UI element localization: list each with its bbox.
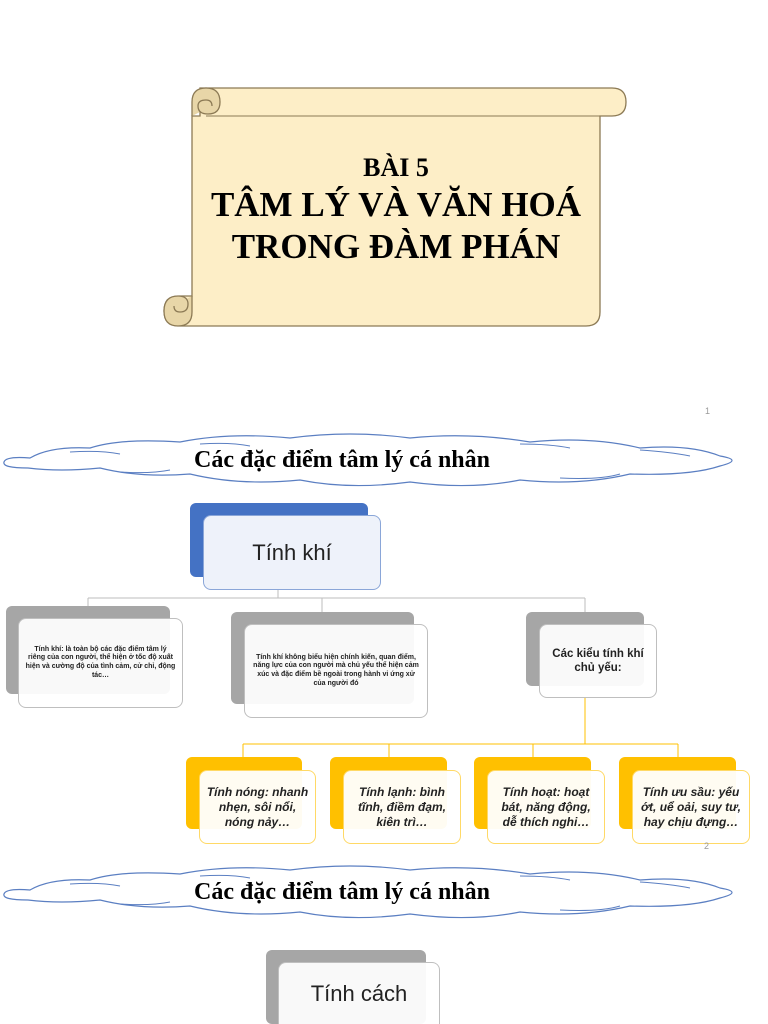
type-box-active [487, 770, 605, 844]
types-header-text: Các kiểu tính khí chủ yếu: [552, 648, 644, 674]
definition-box [18, 618, 183, 708]
page-number-2: 2 [704, 841, 710, 851]
banner-title-2: Các đặc điểm tâm lý cá nhân [194, 879, 490, 905]
title-line-2: TRONG ĐÀM PHÁN [231, 227, 561, 266]
note-text: Tính khí không biểu hiện chính kiến, quan điểm, năng lực của con người mà chủ yếu thể hiện cảm xúc và đặc điểm bề ngoài trong hành vi ứng xử của người đó [253, 653, 419, 687]
root-node-temperament [203, 515, 381, 590]
type-box-hot [199, 770, 316, 844]
type-text-hot: Tính nóng: nhanh nhẹn, sôi nổi, nóng nảy… [206, 784, 309, 829]
type-text-active: Tính hoạt: hoạt bát, năng động, dễ thích nghi… [501, 784, 591, 829]
lesson-label: BÀI 5 [363, 153, 429, 182]
note-box [244, 624, 428, 718]
banner-title: Các đặc điểm tâm lý cá nhân [194, 447, 490, 473]
type-text-melancholic: Tính ưu sầu: yếu ớt, uể oải, suy tư, hay chịu đựng… [641, 784, 741, 829]
title-line-1: TÂM LÝ VÀ VĂN HOÁ [210, 185, 582, 224]
type-text-cold: Tính lạnh: bình tĩnh, điềm đạm, kiên trì… [357, 784, 446, 829]
root-label: Tính khí [252, 539, 332, 565]
definition-text: Tính khí: là toàn bộ các đặc điểm tâm lý riêng của con người, thể hiện ở tốc độ xuất hiện và cường độ của tình cảm, cử chỉ, động tác… [25, 645, 176, 679]
type-box-melancholic [632, 770, 750, 844]
types-header-box [539, 624, 657, 698]
page-number-1: 1 [705, 406, 711, 416]
root-node-character [278, 962, 440, 1024]
type-box-cold [343, 770, 461, 844]
root-label-2: Tính cách [310, 980, 408, 1006]
